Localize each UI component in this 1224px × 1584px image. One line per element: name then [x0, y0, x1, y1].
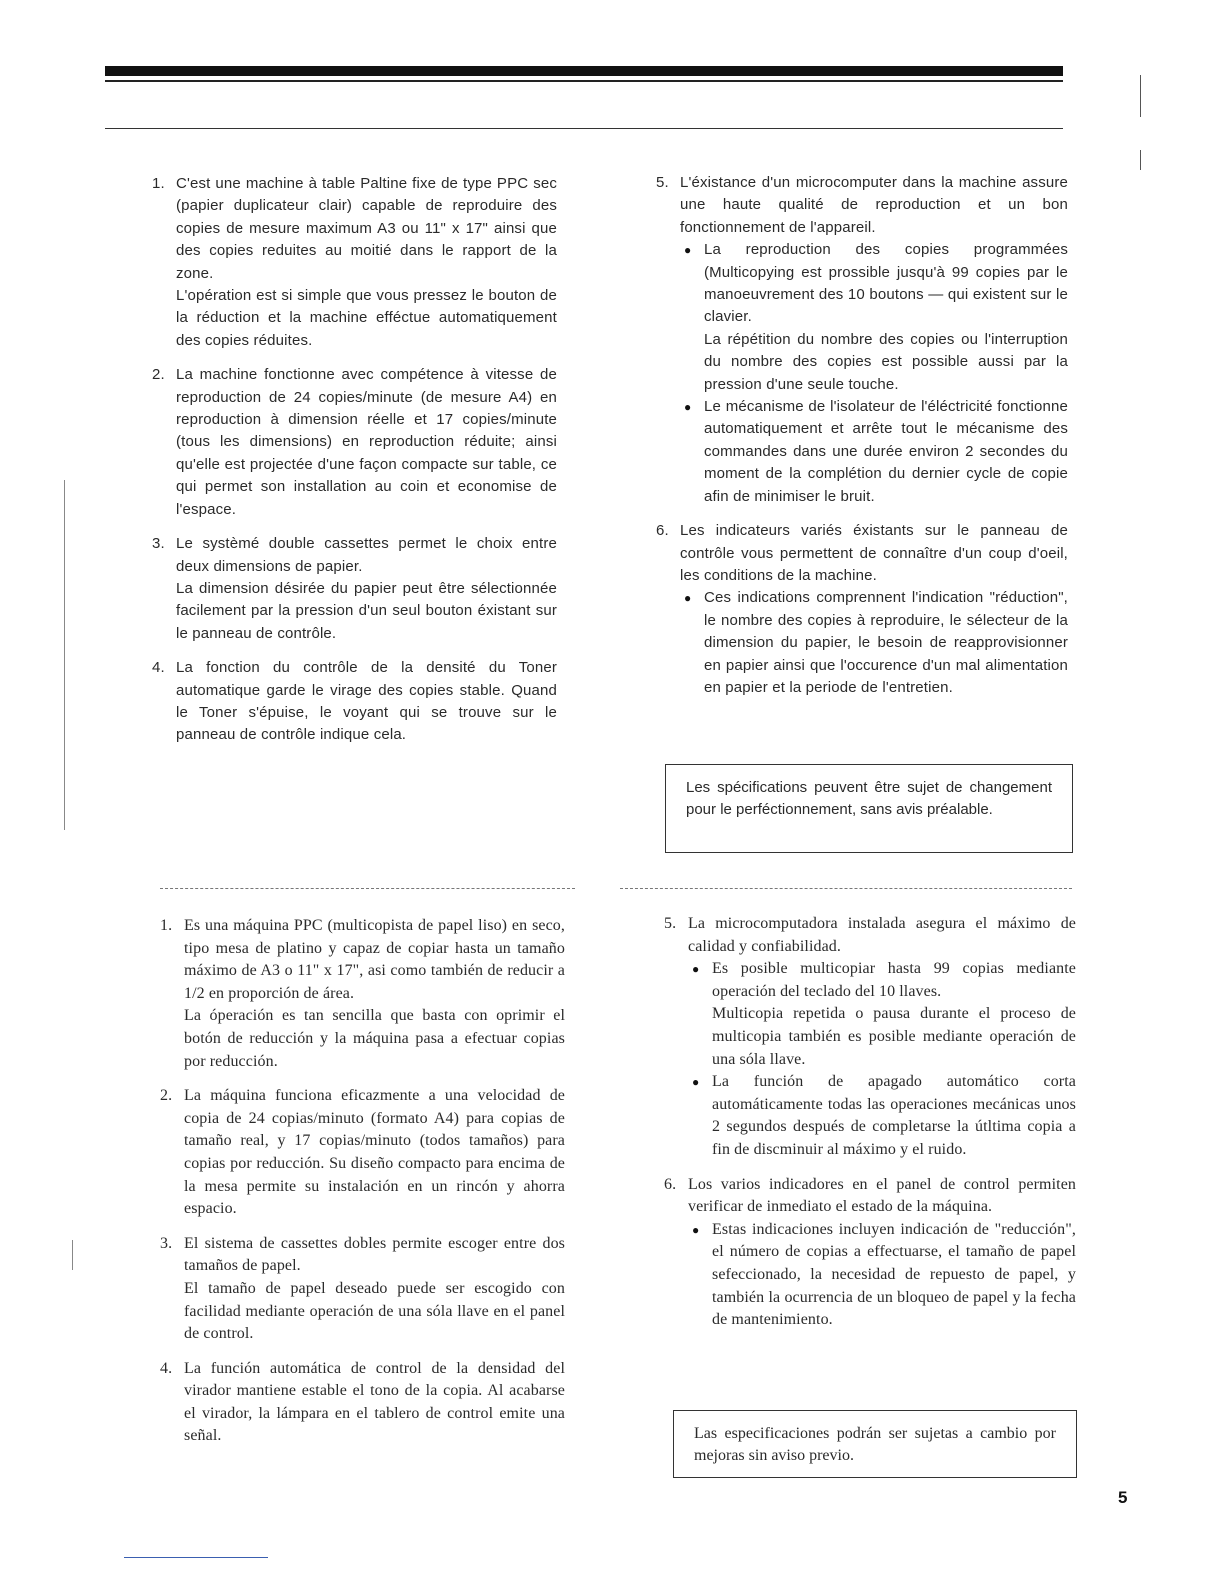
list-item: 1. C'est une machine à table Paltine fixe de type PPC sec (papier duplicateur clair) capable de reproduire des copies de mesure maximum A3 ou 11" x 17" ainsi que des copies reduites au moitié dans le rapport de la zone. L'opération est si simple que vous pressez le bouton de la réduction et la machine efféctue automatiquement des copies réduites. — [152, 175, 557, 349]
list-item: 6. Les indicateurs variés éxistants sur le panneau de contrôle vous permettent de connaître d'un coup d'oeil, les conditions de la machine. ● Ces indications comprennent l'indication "réduction", le nombre des copies à reproduire, le sélecteur de la dimension du papier, le besoin de reapprovisionner en papier ainsi que l'occurence d'un mal alimentation en papier et la periode de l'entretien. — [656, 520, 1068, 699]
french-specification-note: Les spécifications peuvent être sujet de changement pour le perféctionnement, sans avis préalable. — [665, 764, 1073, 853]
list-item: 5. L'éxistance d'un microcomputer dans la machine assure une haute qualité de reproduction et un bon fonctionnement de l'appareil. ● La reproduction des copies programmées (Multicopying est prossible jusqu'à 99 copies par le manoeuvrement des 10 boutons — qui existent sur le clavier. La répétition du nombre des copies ou l'interruption du nombre des copies est possible aussi par la pression d'une seule touche. ● Le mécanisme de l'isolateur de l'éléctricité fonctionne automatiquement et arrête tout le mécanisme des commandes dans une durée environ 2 secondes du moment de la complétion du dernier cycle de copie afin de minimiser le bruit. — [656, 172, 1068, 508]
scan-edge-mark — [64, 480, 65, 830]
list-item: 4. La función automática de control de la densidad del virador mantiene estable el tono de la copia. Al acabarse el virador, la lámpara en el tablero de control emite una señal. — [160, 1359, 565, 1445]
spanish-right-column — [664, 913, 1076, 1344]
page-number: 5 — [1118, 1488, 1128, 1507]
bullet-list — [680, 239, 1068, 508]
header-section-rule — [105, 128, 1063, 129]
list-item: 2. La machine fonctionne avec compétence à vitesse de reproduction de 24 copies/minute (de mesure A4) en reproduction à dimension réelle et 17 copies/minute (tous les dimensions) en reproduction réduite; ainsi qu'elle est projectée d'une façon compacte sur table, ce qui permet son installation au coin et economise de l'espace. — [152, 366, 557, 518]
scan-edge-mark — [1140, 75, 1141, 117]
bullet-item: ● Le mécanisme de l'isolateur de l'éléctricité fonctionne automatiquement et arrête tout le mécanisme des commandes dans une durée environ 2 secondes du moment de la complétion du dernier cycle de copie afin de minimiser le bruit. — [680, 396, 1068, 508]
bullet-item: ● Ces indications comprennent l'indication "réduction", le nombre des copies à reproduire, le sélecteur de la dimension du papier, le besoin de reapprovisionner en papier ainsi que l'occurence d'un mal alimentation en papier et la periode de l'entretien. — [680, 587, 1068, 699]
bullet-list — [688, 1219, 1076, 1332]
scan-edge-mark — [72, 1240, 73, 1270]
section-divider-left — [160, 888, 575, 889]
bullet-list — [688, 958, 1076, 1161]
list-item: 3. Le systèmé double cassettes permet le choix entre deux dimensions de papier. La dimension désirée du papier peut être sélectionnée facilement par la pression d'un seul bouton éxistant sur le panneau de contrôle. — [152, 535, 557, 642]
french-right-column — [656, 172, 1068, 711]
scan-edge-mark — [1140, 150, 1141, 170]
bullet-item: ● La función de apagado automático corta automáticamente todas las operaciones mecánicas unos 2 segundos después de completarse la útltima copia a fin de discminuir al máximo y el ruido. — [688, 1071, 1076, 1161]
footer-line — [124, 1557, 268, 1558]
header-thin-rule — [105, 80, 1063, 82]
list-item: 2. La máquina funciona eficazmente a una velocidad de copia de 24 copias/minuto (formato A4) para copias de tamaño real, y 17 copias/minuto (todos tamaños) para copias por reducción. Su diseño compacto para encima de la mesa permite su instalación en un rincón y ahorra espacio. — [160, 1087, 565, 1218]
spanish-left-column — [160, 915, 565, 1460]
spanish-specification-note: Las especificaciones podrán ser sujetas a cambio por mejoras sin aviso previo. — [673, 1410, 1077, 1478]
bullet-item: ● Estas indicaciones incluyen indicación de "reducción", el número de copias a effectuarse, el tamaño de papel sefeccionado, la necesidad de repuesto de papel, y también la ocurrencia de un bloqueo de papel y la fecha de mantenimiento. — [688, 1219, 1076, 1332]
bullet-item: ● La reproduction des copies programmées (Multicopying est prossible jusqu'à 99 copies par le manoeuvrement des 10 boutons — qui existent sur le clavier. La répétition du nombre des copies ou l'interruption du nombre des copies est possible aussi par la pression d'une seule touche. — [680, 239, 1068, 396]
bullet-item: ● Es posible multicopiar hasta 99 copias mediante operación del teclado del 10 llaves. Multicopia repetida o pausa durante el proceso de multicopia también es posible mediante operación de una sóla llave. — [688, 958, 1076, 1071]
list-item: 3. El sistema de cassettes dobles permite escoger entre dos tamaños de papel. El tamaño de papel deseado puede ser escogido con facilidad mediante operación de una sóla llave en el panel de control. — [160, 1234, 565, 1343]
bullet-list — [680, 587, 1068, 699]
french-left-column — [152, 173, 557, 759]
list-item: 5. La microcomputadora instalada asegura el máximo de calidad y confiabilidad. ● Es posible multicopiar hasta 99 copias mediante operación del teclado del 10 llaves. Multicopia repetida o pausa durante el proceso de multicopia también es posible mediante operación de una sóla llave. ● La función de apagado automático corta automáticamente todas las operaciones mecánicas unos 2 segundos después de completarse la útltima copia a fin de discminuir al máximo y el ruido. — [664, 913, 1076, 1162]
list-item: 4. La fonction du contrôle de la densité du Toner automatique garde le virage des copies stable. Quand le Toner s'épuise, le voyant qui se trouve sur le panneau de contrôle indique cela. — [152, 659, 557, 744]
list-item: 1. Es una máquina PPC (multicopista de papel liso) en seco, tipo mesa de platino y capaz de copiar hasta un tamaño máximo de A3 o 11" x 17", asi como también de reducir a 1/2 en proporción de área. La óperación es tan sencilla que basta con oprimir el botón de reducción y la máquina pasa a efectuar copias por reducción. — [160, 917, 565, 1070]
section-divider-right — [620, 888, 1072, 889]
header-thick-rule — [105, 66, 1063, 76]
list-item: 6. Los varios indicadores en el panel de control permiten verificar de inmediato el estado de la máquina. ● Estas indicaciones incluyen indicación de "reducción", el número de copias a effectuarse, el tamaño de papel sefeccionado, la necesidad de repuesto de papel, y también la ocurrencia de un bloqueo de papel y la fecha de mantenimiento. — [664, 1174, 1076, 1332]
